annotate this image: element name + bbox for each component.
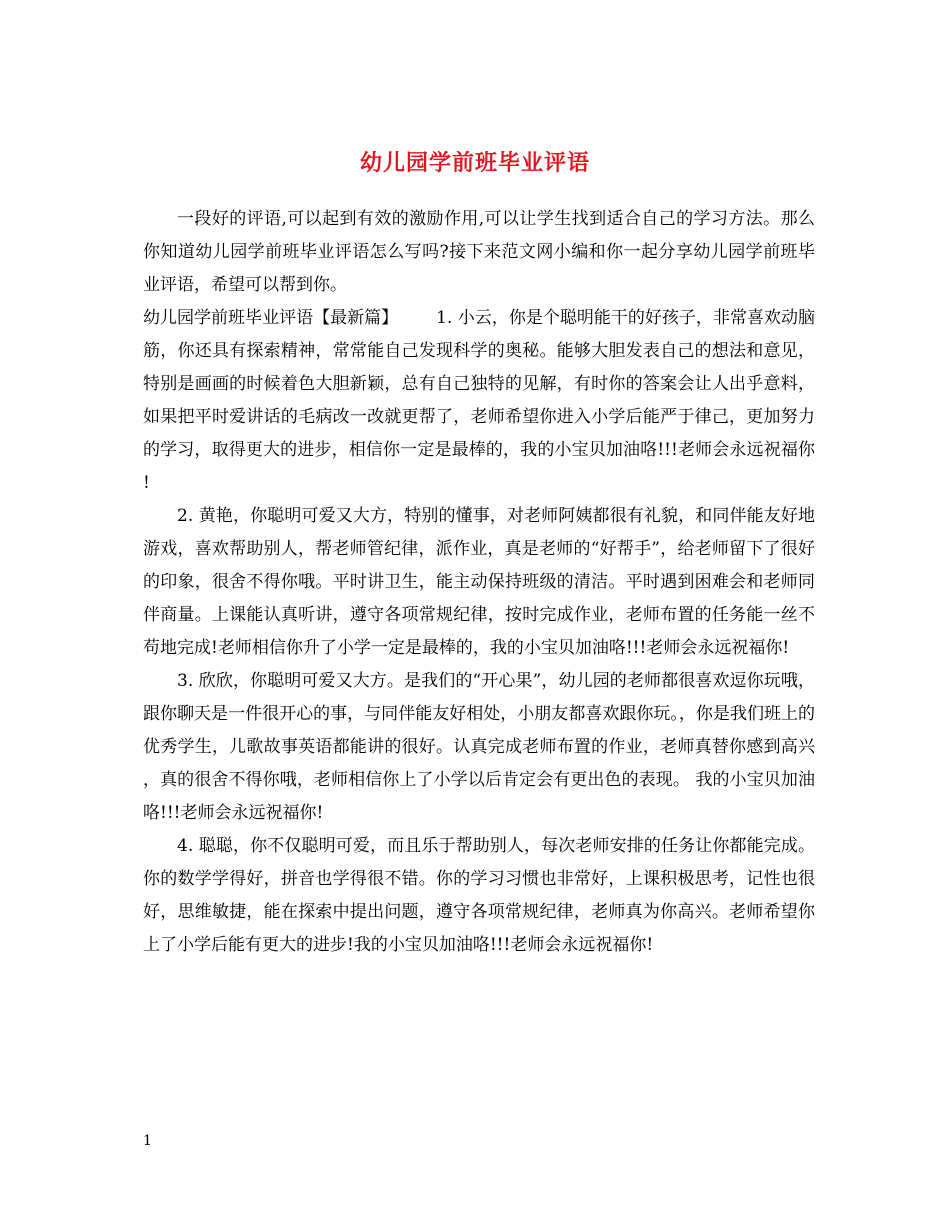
comment-item-2: 2. 黄艳，你聪明可爱又大方，特别的懂事，对老师阿姨都很有礼貌，和同伴能友好地游戏，喜欢帮助别人，帮老师管纪律，派作业，真是老师的“好帮手”，给老师留下了很好的印象，很舍不得你哦。平时讲卫生，能主动保持班级的清洁。平时遇到困难会和老师同伴商量。上课能认真听讲，遵守各项常规纪律，按时完成作业，老师布置的任务能一丝不苟地完成!老师相信你升了小学一定是最棒的，我的小宝贝加油咯!!!老师会永远祝福你! (143, 506, 815, 658)
page-number: 1 (143, 1133, 152, 1149)
comment-item-1: 1. 小云，你是个聪明能干的好孩子，非常喜欢动脑筋，你还具有探索精神，常常能自己发现科学的奥秘。能够大胆发表自己的想法和意见，特别是画画的时候着色大胆新颖，总有自己独特的见解，有时你的答案会让人出乎意料，如果把平时爱讲话的毛病改一改就更帮了，老师希望你进入小学后能严于律己，更加努力的学习，取得更大的进步，相信你一定是最棒的，我的小宝贝加油咯!!!老师会永远祝福你! (143, 308, 815, 493)
comment-item-3: 3. 欣欣，你聪明可爱又大方。是我们的“开心果”，幼儿园的老师都很喜欢逗你玩哦，跟你聊天是一件很开心的事，与同伴能友好相处，小朋友都喜欢跟你玩。，你是我们班上的优秀学生，儿歌故事英语都能讲的很好。认真完成老师布置的作业，老师真替你感到高兴，真的很舍不得你哦，老师相信你上了小学以后肯定会有更出色的表现。 我的小宝贝加油咯!!!老师会永远祝福你! (143, 671, 815, 823)
section-heading: 幼儿园学前班毕业评语【最新篇】 (143, 308, 399, 328)
section-paragraph-1 (143, 302, 815, 500)
document-body (143, 203, 815, 962)
document-title: 幼儿园学前班毕业评语 (359, 149, 590, 176)
comment-item-4: 4. 聪聪，你不仅聪明可爱，而且乐于帮助别人，每次老师安排的任务让你都能完成。你的数学学得好，拼音也学得很不错。你的学习习惯也非常好，上课积极思考，记性也很好，思维敏捷，能在探索中提出问题，遵守各项常规纪律，老师真为你高兴。老师希望你上了小学后能有更大的进步!我的小宝贝加油咯!!!老师会永远祝福你! (143, 836, 815, 955)
intro-paragraph: 一段好的评语,可以起到有效的激励作用,可以让学生找到适合自己的学习方法。那么你知道幼儿园学前班毕业评语怎么写吗?接下来范文网小编和你一起分享幼儿园学前班毕业评语，希望可以帮到你。 (143, 209, 815, 295)
